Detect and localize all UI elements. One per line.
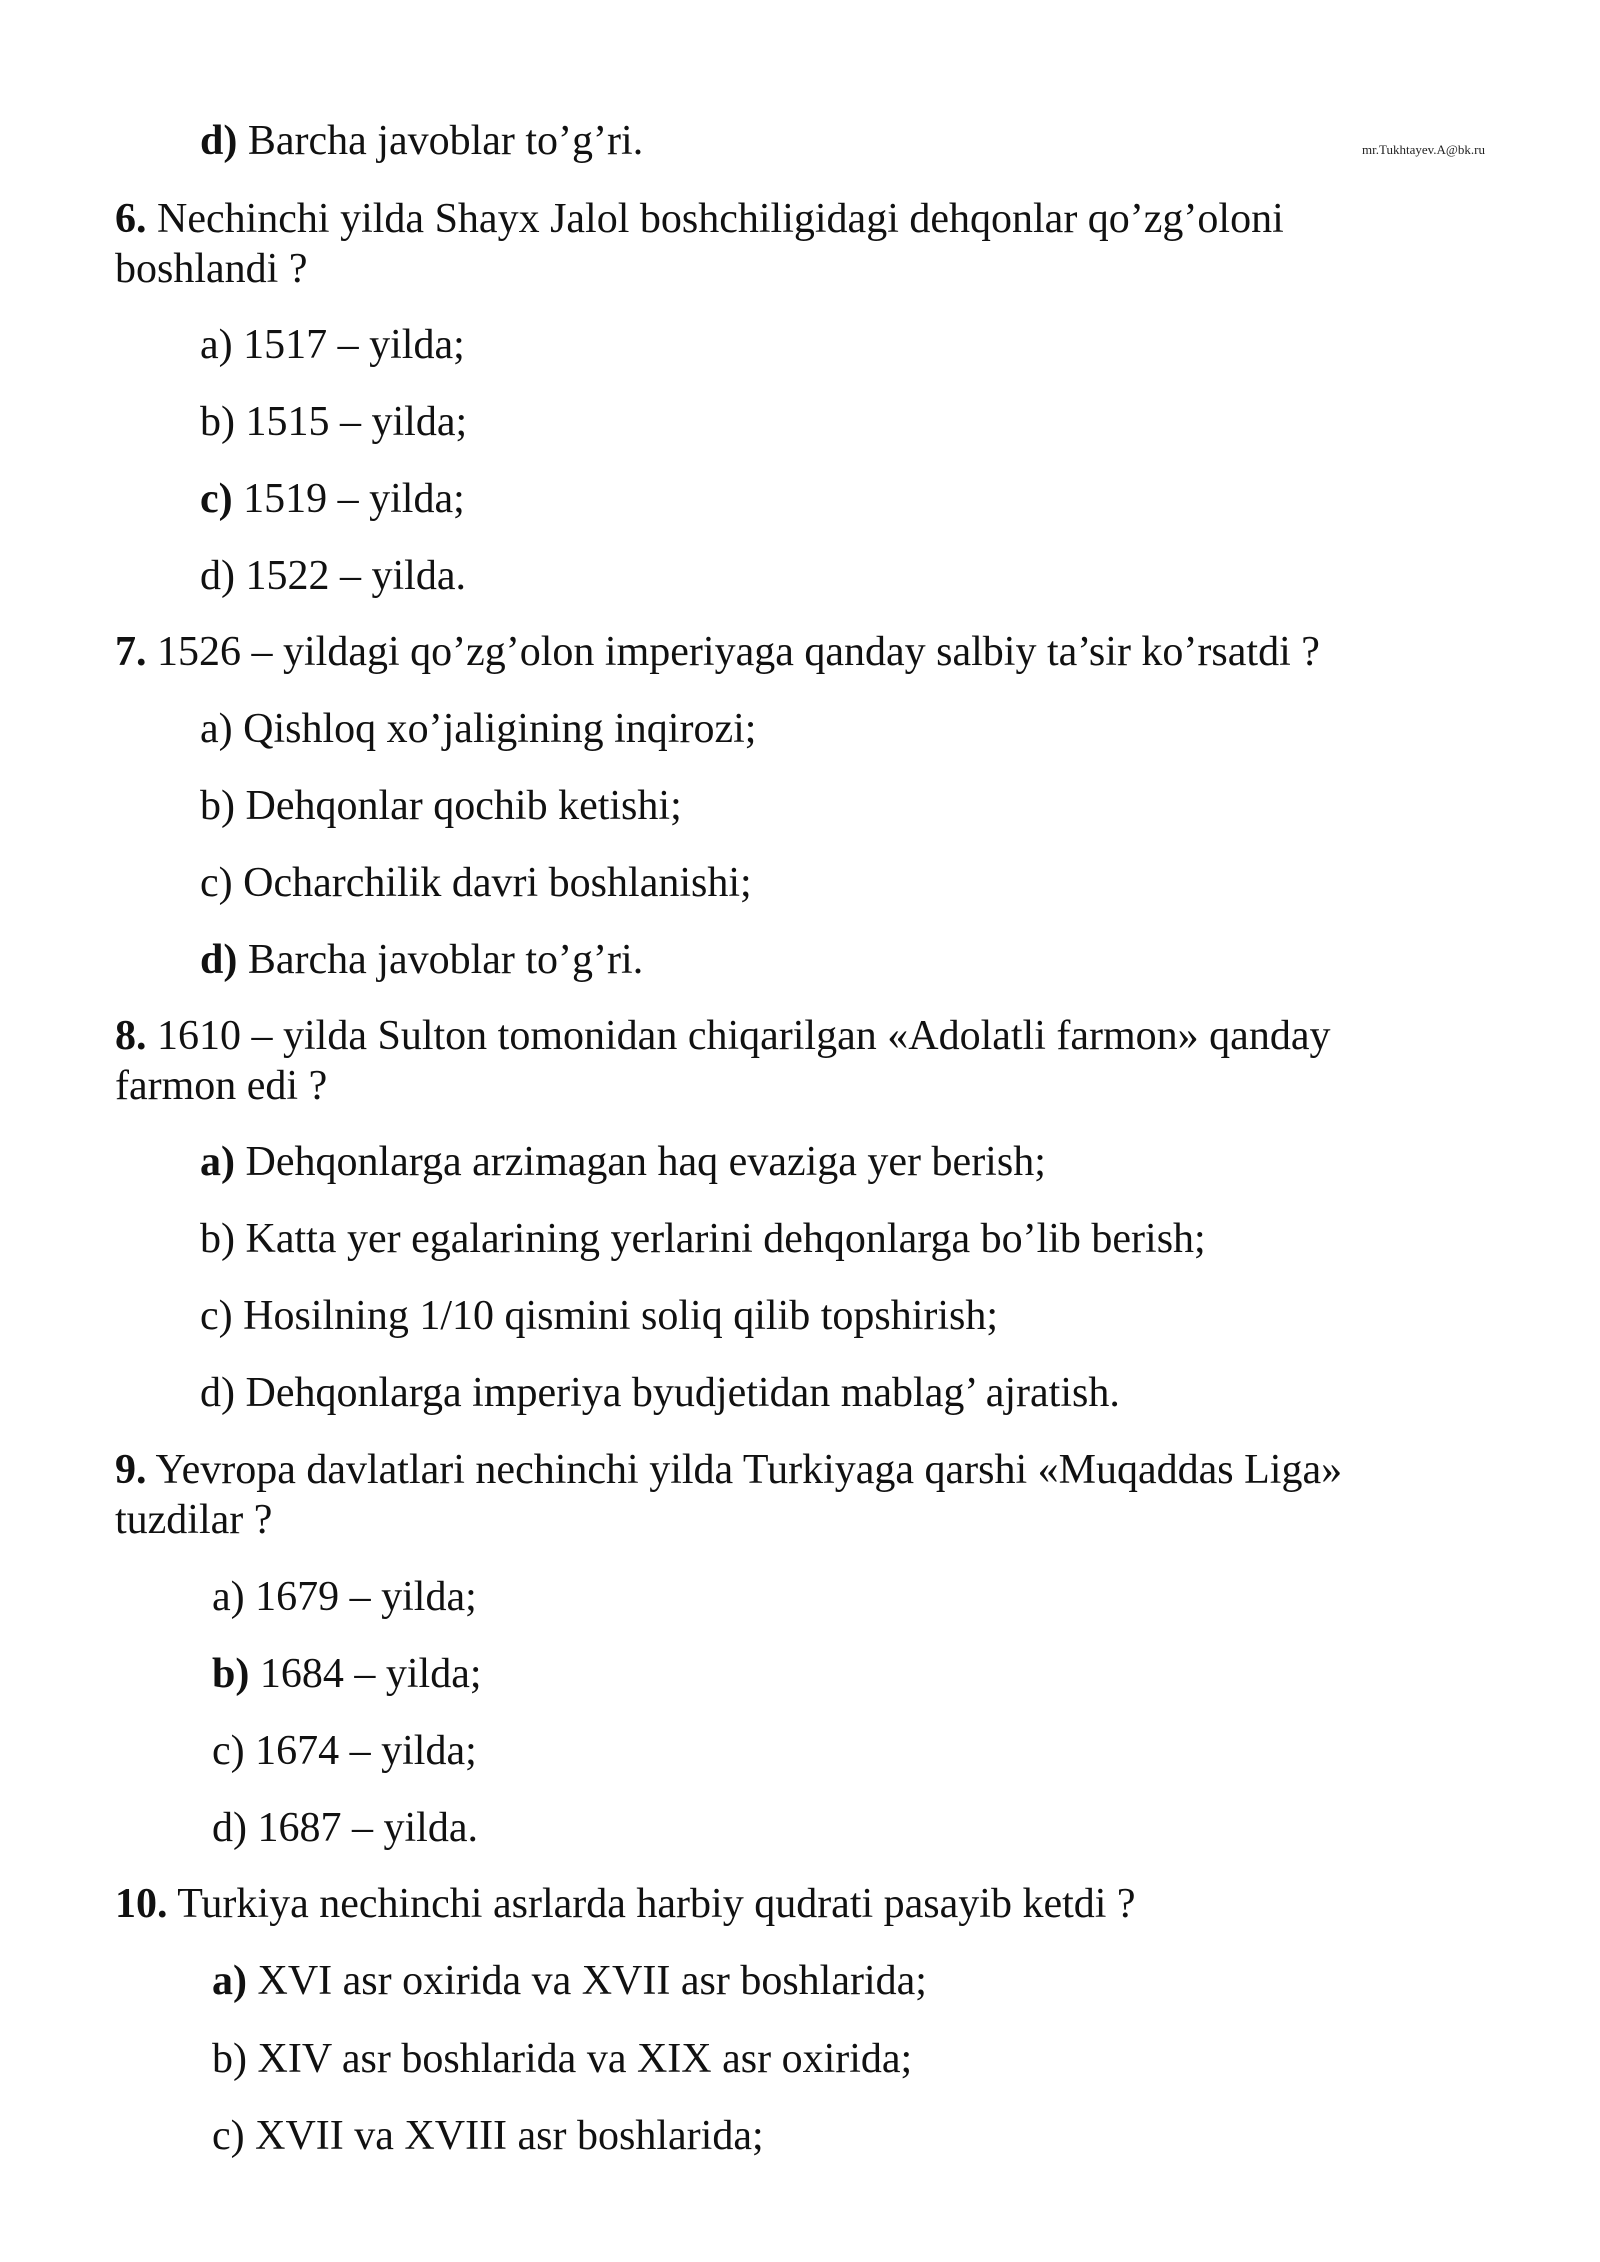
option-text: Ocharchilik davri boshlanishi; <box>232 860 752 906</box>
option-text: Dehqonlar qochib ketishi; <box>235 783 682 829</box>
option-letter: a) <box>200 322 233 368</box>
option-text: 1687 – yilda. <box>247 1805 478 1851</box>
option-letter: b) <box>200 399 235 445</box>
option-letter: a) <box>200 706 233 752</box>
option-10a <box>212 1956 927 2006</box>
option-8d <box>200 1368 1120 1418</box>
option-text: Katta yer egalarining yerlarini dehqonlarga bo’lib berish; <box>235 1216 1206 1262</box>
question-number: 8. <box>115 1013 147 1059</box>
question-7 <box>115 627 1405 677</box>
option-letter: b) <box>200 1216 235 1262</box>
option-9d <box>212 1803 478 1853</box>
option-letter: b) <box>200 783 235 829</box>
option-letter: d) <box>200 1370 235 1416</box>
option-text: 1519 – yilda; <box>232 476 465 522</box>
option-letter: b) <box>212 1651 250 1697</box>
author-email: mr.Tukhtayev.A@bk.ru <box>1362 142 1485 157</box>
option-text: 1515 – yilda; <box>235 399 468 445</box>
option-text: 1674 – yilda; <box>244 1728 477 1774</box>
option-letter: c) <box>200 476 233 522</box>
question-6 <box>115 194 1405 294</box>
question-text: 1610 – yilda Sulton tomonidan chiqarilgan «Adolatli farmon» qanday farmon edi ? <box>115 1013 1331 1109</box>
option-8b <box>200 1214 1206 1264</box>
question-number: 10. <box>115 1881 168 1927</box>
option-letter: d) <box>212 1805 247 1851</box>
question-text: Turkiya nechinchi asrlarda harbiy qudrati pasayib ketdi ? <box>167 1881 1136 1927</box>
question-text: Yevropa davlatlari nechinchi yilda Turkiyaga qarshi «Muqaddas Liga» tuzdilar ? <box>115 1447 1343 1543</box>
option-9c <box>212 1726 477 1776</box>
option-text: 1679 – yilda; <box>244 1574 477 1620</box>
option-6c <box>200 474 465 524</box>
option-letter: a) <box>212 1574 245 1620</box>
option-letter: a) <box>200 1139 235 1185</box>
option-8a <box>200 1137 1046 1187</box>
option-d-prev <box>200 116 643 166</box>
question-text: Nechinchi yilda Shayx Jalol boshchiligidagi dehqonlar qo’zg’oloni boshlandi ? <box>115 196 1284 292</box>
option-9b <box>212 1649 482 1699</box>
option-letter: b) <box>212 2036 247 2082</box>
question-number: 9. <box>115 1447 147 1493</box>
question-number: 6. <box>115 196 147 242</box>
option-text: XIV asr boshlarida va XIX asr oxirida; <box>247 2036 913 2082</box>
option-text: 1684 – yilda; <box>249 1651 482 1697</box>
question-8 <box>115 1011 1405 1111</box>
option-6a <box>200 320 465 370</box>
option-6d <box>200 551 466 601</box>
option-text: Qishloq xo’jaligining inqirozi; <box>232 706 757 752</box>
option-7c <box>200 858 752 908</box>
option-10c <box>212 2111 764 2161</box>
question-9 <box>115 1445 1405 1545</box>
option-letter: c) <box>200 860 233 906</box>
option-letter: c) <box>212 1728 245 1774</box>
option-text: Barcha javoblar to’g’ri. <box>237 118 644 164</box>
option-6b <box>200 397 467 447</box>
option-text: Hosilning 1/10 qismini soliq qilib topshirish; <box>232 1293 999 1339</box>
option-text: Dehqonlarga imperiya byudjetidan mablag’ ajratish. <box>235 1370 1120 1416</box>
option-10b <box>212 2034 912 2084</box>
option-letter: d) <box>200 553 235 599</box>
option-letter: c) <box>200 1293 233 1339</box>
option-letter: d) <box>200 937 238 983</box>
question-number: 7. <box>115 629 147 675</box>
option-text: Barcha javoblar to’g’ri. <box>237 937 644 983</box>
option-7a <box>200 704 756 754</box>
option-text: XVII va XVIII asr boshlarida; <box>244 2113 764 2159</box>
option-7b <box>200 781 682 831</box>
option-letter: a) <box>212 1958 247 2004</box>
option-7d <box>200 935 643 985</box>
option-text: XVI asr oxirida va XVII asr boshlarida; <box>247 1958 927 2004</box>
option-9a <box>212 1572 477 1622</box>
option-text: 1522 – yilda. <box>235 553 466 599</box>
option-text: 1517 – yilda; <box>232 322 465 368</box>
option-letter: c) <box>212 2113 245 2159</box>
question-10 <box>115 1879 1405 1929</box>
option-text: Dehqonlarga arzimagan haq evaziga yer berish; <box>235 1139 1046 1185</box>
option-8c <box>200 1291 998 1341</box>
option-letter: d) <box>200 118 238 164</box>
question-text: 1526 – yildagi qo’zg’olon imperiyaga qanday salbiy ta’sir ko’rsatdi ? <box>146 629 1320 675</box>
